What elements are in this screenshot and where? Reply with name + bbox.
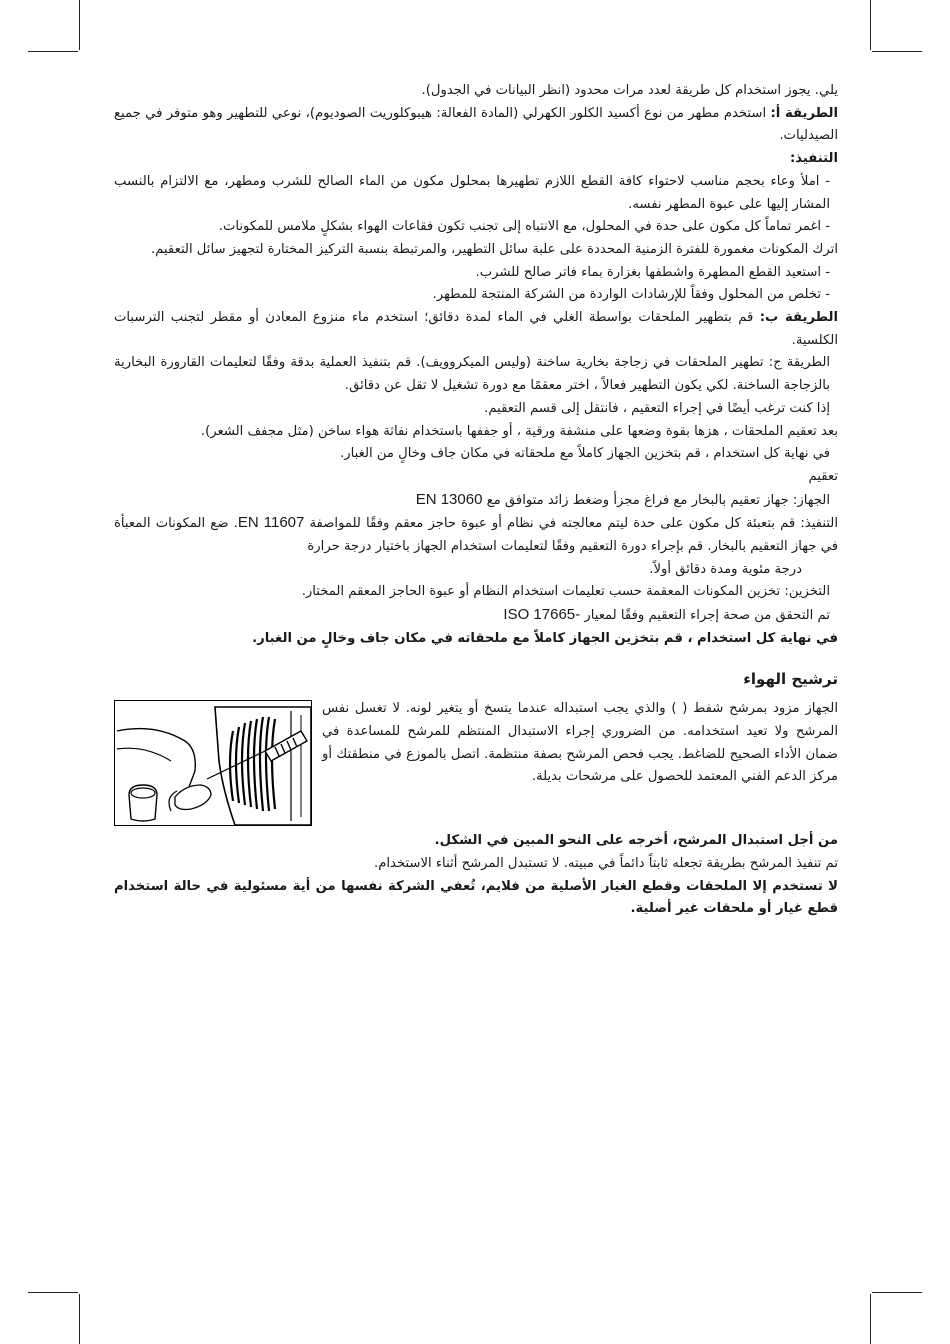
filter-howto: من أجل استبدال المرشح، أخرجه على النحو المبين في الشكل. [434,833,838,849]
step-rinse: - استعيد القطع المطهرة واشطفها بغزارة بماء فاتر صالح للشرب. [475,264,830,280]
step-dispose: - تخلص من المحلول وفقاً للإرشادات الواردة من الشركة المنتجة للمطهر. [432,287,830,303]
filter-section [114,698,838,830]
paragraph-intro: يلي. يجوز استخدام كل طريقة لعدد مرات محدود (انظر البيانات في الجدول). [421,83,838,98]
paragraph-method-a [114,103,838,148]
method-b-label: الطريقة ب: [759,310,838,326]
device-text: الجهاز: جهاز تعقيم بالبخار مع فراغ مجزأ وضغط زائد متوافق مع [482,492,830,508]
paragraph-method-b [114,307,838,352]
validation-text: تم التحقق من صحة إجراء التعقيم وفقًا لمعيار [580,608,830,624]
paragraph-storage-bold: في نهاية كل استخدام ، قم بتخزين الجهاز كاملاً مع ملحقاته في مكان جاف وخالٍ من الغبار. [252,630,838,646]
sterilization-heading: تعقيم [808,468,838,484]
step-leave-immersed: اترك المكونات مغمورة للفترة الزمنية المحددة على علبة سائل التطهير، والمرتبطة بنسبة التركيز المختارة لتجهيز سائل التعقيم. [150,241,838,257]
execution-text-a: التنفيذ: قم بتعبئة كل مكون على حدة ليتم معالجته في نظام أو عبوة حاجز معقم وفقًا للمواصفة [304,516,838,532]
crop-mark-bottom-right-v [870,1294,871,1344]
filter-replacement-illustration [114,700,312,826]
crop-mark-top-right-h [872,51,922,52]
paragraph-device [114,489,838,513]
original-parts-warning: لا تستخدم إلا الملحقات وقطع الغيار الأصلية من فلايم، تُعفي الشركة نفسها من أية مسئولية في حالة استخدام قطع غيار أو ملحقات غير أصلية. [114,878,838,917]
filter-note: تم تنفيذ المرشح بطريقة تجعله ثابتاً دائماً في مبيته. لا تستبدل المرشح أثناء الاستخدام. [374,855,838,871]
crop-mark-bottom-left-v [79,1294,80,1344]
step-immerse: - اغمر تماماً كل مكون على حدة في المحلول، مع الانتباه إلى تجنب تكون فقاعات الهواء بشكلٍ ملامس للمكونات. [218,219,830,235]
paragraph-storage: التخزين: تخزين المكونات المعقمة حسب تعليمات استخدام النظام أو عبوة الحاجز المعقم المختار. [301,584,830,600]
execution-text-b: . ضع المكونات المعبأة في جهاز التعقيم بالبخار. قم بإجراء دورة التعقيم وفقًا لتعليمات استخدام الجهاز باختيار درجة حرارة [114,516,838,555]
method-a-label: الطريقة أ: [770,105,838,121]
method-b-text: قم بتطهير الملحقات بواسطة الغلي في الماء لمدة دقائق؛ استخدم ماء منزوع المعادن أو مقطر لتجنب الترسبات الكلسية. [114,310,838,348]
crop-mark-top-left-v [79,0,80,50]
filter-removal-drawing [115,701,311,825]
paragraph-validation [114,604,838,628]
paragraph-storage-note: في نهاية كل استخدام ، قم بتخزين الجهاز كاملاً مع ملحقاته في مكان جاف وخالٍ من الغبار. [340,446,830,462]
step-fill-container: - املأ وعاء بحجم مناسب لاحتواء كافة القطع اللازم تطهيرها بمحلول مكون من الماء الصالح للشرب ومطهر، مع الالتزام بالنسب المشار إليها على عبوة المطهر نفسه. [114,173,830,212]
paragraph-method-c: الطريقة ج: تطهير الملحقات في زجاجة بخارية ساخنة (وليس الميكروويف). قم بتنفيذ العملية بدقة وفقًا لتعليمات القارورة البخارية بالزجاجة الساخنة. لكي يكون التطهير فعالاً ، اختر معقمًا مع دورة تشغيل لا تقل عن دقائق. [114,355,830,394]
crop-mark-top-right-v [870,0,871,50]
air-filter-heading: ترشيح الهواء [743,669,838,688]
standard-en11607: EN 11607 [237,514,305,532]
paragraph-temperature: درجة مئوية ومدة دقائق أولاً. [649,561,802,577]
filter-description: الجهاز مزود بمرشح شفط ( ) والذي يجب استبداله عندما يتسخ أو يتغير لونه. لا تغسل نفس المرشح ولا تعيد استخدامه. من الضروري إجراء الاستبدال المنتظم للمرشح للمساعدة في ضمان الأداء الصحيح للضاغط. يجب فحص المرشح بصفة منتظمة. اتصل بالموزع في منطقتك أو مركز الدعم الفني المعتمد للحصول على مرشحات بديلة. [322,701,838,785]
document-body [114,80,838,921]
crop-mark-top-left-h [28,51,78,52]
execution-heading: التنفيذ: [789,151,838,167]
standard-en13060: EN 13060 [415,490,483,508]
crop-mark-bottom-right-h [872,1292,922,1293]
crop-mark-bottom-left-h [28,1292,78,1293]
paragraph-sterilization-pointer: إذا كنت ترغب أيضًا في إجراء التعقيم ، فانتقل إلى قسم التعقيم. [484,400,830,416]
paragraph-drying: بعد تعقيم الملحقات ، هزها بقوة وضعها على منشفة ورقية ، أو جففها باستخدام نفاثة هواء ساخن (مثل مجفف الشعر). [200,423,838,439]
method-a-text: استخدم مطهر من نوع أكسيد الكلور الكهرلي (المادة الفعالة: هيبوكلوريت الصوديوم)، نوعي للتطهير وهو متوفر في جميع الصيدليات. [114,105,838,144]
standard-iso17665: ISO 17665- [503,606,581,624]
paragraph-execution [114,512,838,558]
